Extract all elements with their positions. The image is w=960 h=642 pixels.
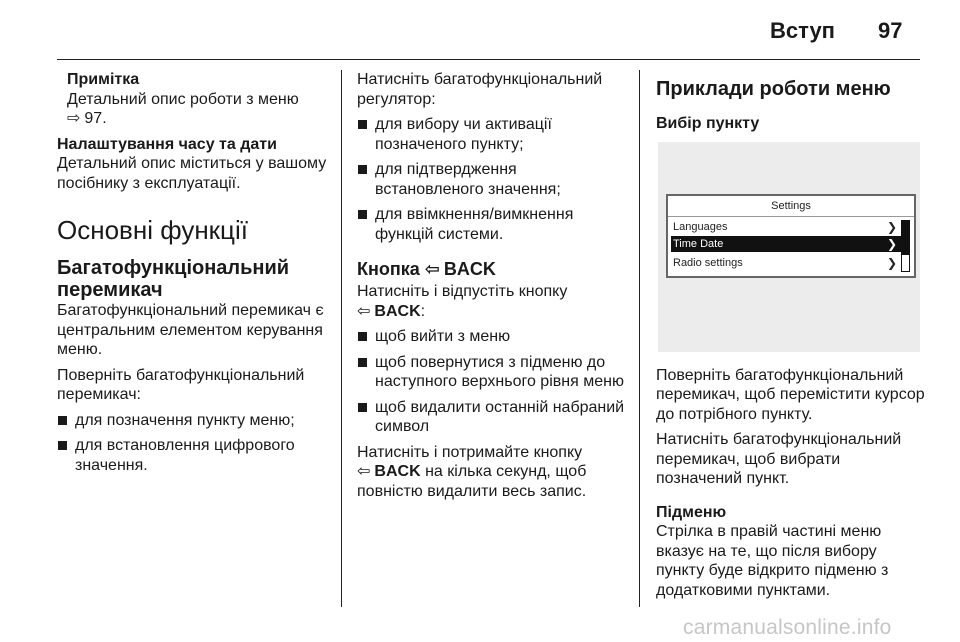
back-title-key: BACK <box>443 259 496 279</box>
chevron-right-icon: ❯ <box>886 236 897 251</box>
turn-list <box>57 411 333 476</box>
back-arrow-icon: ⇦ <box>424 259 440 279</box>
list-item: щоб видалити останній набраний символ <box>357 398 627 437</box>
note-ref-page[interactable]: 97. <box>84 110 107 127</box>
hold-key: BACK <box>374 463 421 480</box>
back-colon: : <box>420 302 426 320</box>
hold-rest: на кілька секунд, щоб повністю видалити весь запис. <box>357 463 587 500</box>
watermark: carmanualsonline.info <box>683 616 892 639</box>
back-title-prefix: Кнопка <box>357 259 420 279</box>
back-key: BACK <box>374 302 421 320</box>
note-text: Детальний опис роботи з меню <box>67 90 299 108</box>
column-middle <box>357 70 627 501</box>
submenu-subtitle: Підменю <box>656 503 727 521</box>
time-text: Детальний опис міститься у вашому посібнику з експлуатації. <box>57 155 327 192</box>
submenu-text: Стрілка в правій частині меню вказує на те, що після вибору пункту буде відкрито підменю з додатковими пунктами. <box>656 523 889 599</box>
column-divider <box>639 70 640 607</box>
back-key-line <box>357 302 627 322</box>
menu-item-time-date[interactable] <box>671 236 901 252</box>
note-box <box>57 70 333 129</box>
turn-instruction: Поверніть багатофункціональний перемикач, щоб перемістити курсор до потрібного пункту. <box>656 366 925 423</box>
column-left <box>57 70 333 481</box>
menu-screenshot <box>658 142 920 352</box>
hold-text: Натисніть і потримайте кнопку <box>357 443 583 461</box>
chevron-right-icon: ❯ <box>886 219 897 234</box>
list-item: для ввімкнення/вимкнення функцій системи. <box>357 205 627 244</box>
column-right <box>656 70 926 600</box>
list-item: для позначення пункту меню; <box>57 411 333 431</box>
knob-text: Багатофункціональний перемикач є центральним елементом керування меню. <box>57 302 324 358</box>
note-title: Примітка <box>67 71 140 88</box>
hold-text-rest <box>357 462 627 501</box>
list-item: для підтвердження встановленого значення; <box>357 160 627 199</box>
menu-item-radio-settings[interactable] <box>671 255 901 271</box>
list-item: для встановлення цифрового значення. <box>57 436 333 475</box>
page-ref-arrow-icon: ⇨ <box>67 110 81 127</box>
list-item: щоб вийти з меню <box>357 327 627 347</box>
scrollbar[interactable] <box>901 220 910 272</box>
column-divider <box>341 70 342 607</box>
header-rule <box>57 59 920 60</box>
display-screen <box>666 194 916 278</box>
back-arrow-icon: ⇦ <box>357 463 371 480</box>
knob-title: Багатофункціональний перемикач <box>57 257 290 301</box>
list-item: щоб повернутися з підменю до наступного верхнього рівня меню <box>357 353 627 392</box>
press-text: Натисніть багатофункціональний регулятор: <box>357 71 603 108</box>
menu-item-label: Languages <box>673 220 728 233</box>
press-instruction: Натисніть багатофункціональний перемикач, щоб вибрати позначений пункт. <box>656 431 902 487</box>
scrollbar-thumb[interactable] <box>902 221 909 255</box>
time-title: Налаштування часу та дати <box>57 135 277 153</box>
press-list <box>357 115 627 244</box>
note-ref <box>67 109 333 129</box>
back-list <box>357 327 627 437</box>
menu-item-languages[interactable] <box>671 219 901 235</box>
screen-title: Settings <box>668 196 914 217</box>
back-arrow-icon: ⇦ <box>357 302 371 320</box>
chevron-right-icon: ❯ <box>886 255 897 270</box>
back-text: Натисніть і відпустіть кнопку <box>357 283 568 300</box>
page-title: Вступ <box>770 18 835 43</box>
page-header <box>0 0 960 62</box>
section-title: Основні функції <box>57 215 248 245</box>
menu-item-label: Radio settings <box>673 256 743 269</box>
back-title <box>357 258 627 280</box>
list-item: для вибору чи активації позначеного пункту; <box>357 115 627 154</box>
select-subtitle: Вибір пункту <box>656 115 760 132</box>
page-number: 97 <box>878 18 903 43</box>
menu-item-label: Time Date <box>673 237 724 250</box>
turn-text: Поверніть багатофункціональний перемикач: <box>57 366 305 403</box>
examples-title: Приклади роботи меню <box>656 78 891 100</box>
